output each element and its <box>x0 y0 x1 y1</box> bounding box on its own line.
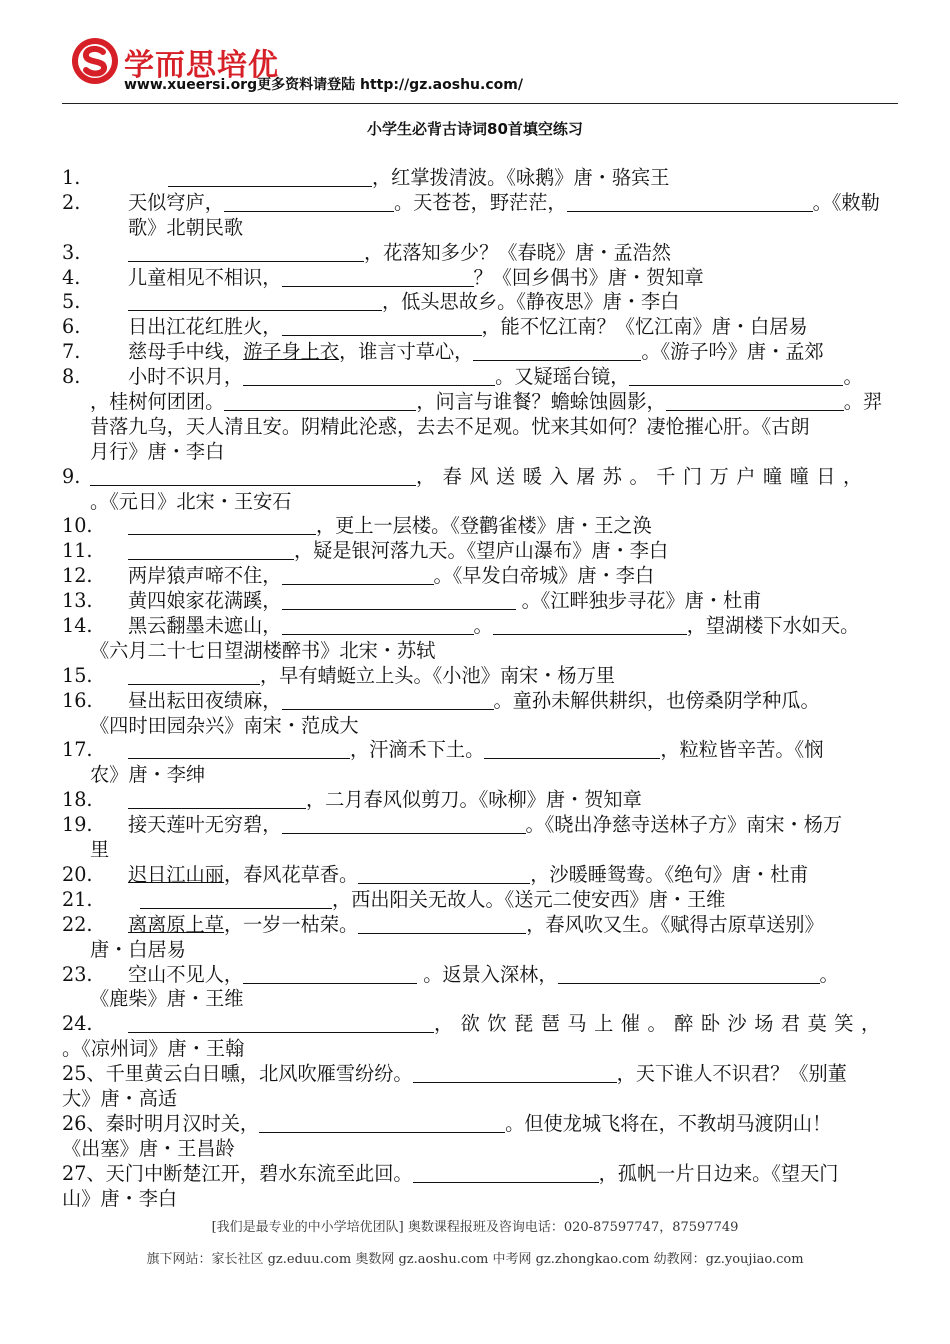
item-text: 。《游子吟》唐・孟郊 <box>641 340 824 364</box>
item-number: 1. <box>62 166 81 189</box>
item-text: 。童孙未解供耕织，也傍桑阴学种瓜。 <box>493 688 820 712</box>
item-text: 。又疑瑶台镜， <box>495 365 630 389</box>
item-text: 昼出耘田夜绩麻， <box>128 688 282 712</box>
item-14 <box>62 614 898 639</box>
item-14-continued <box>62 639 898 664</box>
item-19-continued <box>62 838 898 863</box>
item-text: 月行》唐・李白 <box>90 439 225 463</box>
item-1 <box>62 166 898 191</box>
item-text: 歌》北朝民歌 <box>128 215 244 239</box>
item-2-continued <box>62 216 898 241</box>
item-text: 日出江花红胜火， <box>128 315 282 339</box>
answer-blank[interactable] <box>243 964 417 984</box>
footer-contact: [我们是最专业的中小学培优团队] 奥数课程报班及咨询电话：020-87597747，87597749 <box>211 1220 739 1235</box>
item-7 <box>62 340 898 365</box>
answer-blank[interactable] <box>282 814 526 834</box>
item-text: ，沙暖睡鸳鸯。《绝句》唐・杜甫 <box>530 862 809 886</box>
item-number: 24. <box>62 1012 93 1036</box>
item-text: ，红掌拨清波。《咏鹅》唐・骆宾王 <box>372 166 670 189</box>
answer-blank[interactable] <box>567 192 813 212</box>
item-number: 25、 <box>62 1062 106 1086</box>
item-22 <box>62 913 898 938</box>
item-text: 。《晓出净慈寺送林子方》南宋・杨万 <box>525 813 843 837</box>
page-header <box>62 34 902 104</box>
item-5 <box>62 290 898 315</box>
item-text: ？《回乡偶书》唐・贺知章 <box>473 265 704 289</box>
item-text: ，粒粒皆辛苦。《悯 <box>660 738 824 762</box>
answer-blank[interactable] <box>128 242 364 262</box>
item-18 <box>62 788 898 813</box>
item-text: 秦时明月汉时关， <box>105 1111 260 1135</box>
item-number: 14. <box>62 614 93 638</box>
item-26 <box>62 1112 898 1137</box>
header-divider <box>62 103 898 104</box>
item-number: 20. <box>62 862 93 886</box>
answer-blank[interactable] <box>493 615 687 635</box>
item-text: ，桂树何团团。 <box>90 390 225 414</box>
item-2 <box>62 191 898 216</box>
answer-blank[interactable] <box>128 665 260 685</box>
item-text: ，欲饮琵琶马上催。醉卧沙场君莫笑， <box>434 1012 888 1036</box>
item-23 <box>62 963 898 988</box>
item-text: ，望湖楼下水如天。 <box>686 614 860 638</box>
item-text: 《鹿柴》唐・王维 <box>90 987 244 1011</box>
item-number: 19. <box>62 813 93 837</box>
answer-blank[interactable] <box>282 690 494 710</box>
document-title: 小学生必背古诗词80首填空练习 <box>367 120 583 138</box>
item-9 <box>62 465 898 490</box>
answer-blank[interactable] <box>473 341 641 361</box>
item-number: 7. <box>62 340 81 364</box>
item-text: 两岸猿声啼不住， <box>128 564 282 588</box>
item-11 <box>62 539 898 564</box>
item-22-continued <box>62 938 898 963</box>
item-number: 11. <box>62 539 93 563</box>
item-text: ，孤帆一片日边来。《望天门 <box>598 1161 839 1185</box>
item-text: 黑云翻墨未遮山， <box>128 614 282 638</box>
answer-blank[interactable] <box>128 1013 434 1033</box>
item-number: 22. <box>62 912 93 936</box>
answer-blank[interactable] <box>629 366 843 386</box>
item-text: 《六月二十七日望湖楼醉书》北宋・苏轼 <box>90 638 436 662</box>
item-text: 黄四娘家花满蹊， <box>128 589 282 613</box>
item-number: 15. <box>62 663 93 687</box>
item-13 <box>62 589 898 614</box>
item-text: 。天苍苍，野茫茫， <box>393 190 567 214</box>
item-number: 2. <box>62 190 81 214</box>
answer-blank[interactable] <box>282 565 434 585</box>
item-6 <box>62 315 898 340</box>
answer-blank[interactable] <box>128 291 382 311</box>
answer-blank[interactable] <box>243 366 495 386</box>
answer-blank[interactable] <box>128 739 350 759</box>
item-16 <box>62 689 898 714</box>
item-24-continued <box>62 1037 898 1062</box>
item-12 <box>62 564 898 589</box>
underlined-text: 迟日江山丽 <box>128 862 224 886</box>
answer-blank[interactable] <box>224 391 416 411</box>
item-number: 23. <box>62 962 93 986</box>
item-text: 千里黄云白日曛，北风吹雁雪纷纷。 <box>105 1062 413 1086</box>
item-text: ，天下谁人不识君？《别董 <box>616 1062 847 1086</box>
item-8-line-3 <box>62 415 898 440</box>
answer-blank[interactable] <box>259 1113 505 1133</box>
item-15 <box>62 664 898 689</box>
underlined-text: 游子身上衣 <box>243 340 340 364</box>
underlined-text: 离离原上草 <box>128 912 224 936</box>
item-text: 。《敕勒 <box>812 190 880 214</box>
item-17-continued <box>62 763 898 788</box>
item-4 <box>62 266 898 291</box>
exercise-list <box>62 166 898 1211</box>
item-text: 。羿 <box>843 390 883 414</box>
answer-blank[interactable] <box>413 1063 617 1083</box>
item-text: ，二月春风似剪刀。《咏柳》唐・贺知章 <box>306 788 642 812</box>
answer-blank[interactable] <box>484 739 660 759</box>
item-text: 昔落九乌，天人清且安。阴精此沦惑，去去不足观。忧来其如何？凄怆摧心肝。《古朗 <box>90 414 810 438</box>
item-26-continued <box>62 1137 898 1162</box>
item-8 <box>62 365 898 390</box>
item-number: 18. <box>62 788 93 812</box>
item-text: ，能不忆江南？《忆江南》唐・白居易 <box>481 315 808 339</box>
item-number: 21. <box>62 887 93 911</box>
answer-blank[interactable] <box>128 515 316 535</box>
item-25-continued <box>62 1087 898 1112</box>
item-text: ，春风送暖入屠苏。千门万户曈曈日， <box>416 464 870 488</box>
item-text: 大》唐・高适 <box>62 1086 178 1110</box>
item-number: 10. <box>62 514 93 538</box>
item-text: 天似穹庐， <box>128 190 224 214</box>
answer-blank[interactable] <box>558 964 820 984</box>
answer-blank[interactable] <box>413 1163 599 1183</box>
footer-sites: 旗下网站：家长社区 gz.eduu.com 奥数网 gz.aoshu.com 中考网 gz.zhongkao.com 幼教网：gz.youjiao.com <box>146 1252 804 1267</box>
answer-blank[interactable] <box>128 789 306 809</box>
item-text: ，一岁一枯荣。 <box>223 912 359 936</box>
answer-blank[interactable] <box>358 914 526 934</box>
item-text: 山》唐・李白 <box>62 1186 178 1210</box>
item-text: 儿童相见不相识， <box>128 265 282 289</box>
answer-blank[interactable] <box>90 466 416 486</box>
item-number: 17. <box>62 738 93 762</box>
item-text: 。《凉州词》唐・王翰 <box>62 1037 245 1061</box>
answer-blank[interactable] <box>282 267 474 287</box>
item-text: 。 <box>843 365 863 389</box>
item-text: 。《早发白帝城》唐・李白 <box>433 564 655 588</box>
item-text: 。《江畔独步寻花》唐・杜甫 <box>515 589 762 613</box>
item-8-line-4 <box>62 440 898 465</box>
item-24 <box>62 1012 898 1037</box>
item-text: ，问言与谁餐？蟾蜍蚀圆影， <box>416 390 666 414</box>
item-text: ，早有蜻蜓立上头。《小池》南宋・杨万里 <box>260 663 615 687</box>
answer-blank[interactable] <box>128 540 294 560</box>
item-number: 8. <box>62 365 81 389</box>
item-number: 5. <box>62 290 81 314</box>
answer-blank[interactable] <box>282 615 474 635</box>
item-9-continued <box>62 490 898 515</box>
item-text: 。 <box>819 962 839 986</box>
item-17 <box>62 738 898 763</box>
item-text: 天门中断楚江开，碧水东流至此回。 <box>105 1161 413 1185</box>
site-links: www.xueersi.org更多资料请登陆 http://gz.aoshu.com/ <box>124 77 523 93</box>
item-20 <box>62 863 898 888</box>
item-number: 9. <box>62 464 81 488</box>
item-number: 26、 <box>62 1111 106 1135</box>
item-19 <box>62 813 898 838</box>
item-text: ，春风花草香。 <box>223 862 359 886</box>
item-text: 农》唐・李绅 <box>90 763 206 787</box>
item-text: 《四时田园杂兴》南宋・范成大 <box>90 713 359 737</box>
item-text: ，春风吹又生。《赋得古原草送别》 <box>526 912 824 936</box>
item-text: 里 <box>90 838 110 862</box>
item-text: 接天莲叶无穷碧， <box>128 813 282 837</box>
answer-blank[interactable] <box>282 316 482 336</box>
xueersi-logo-icon <box>70 36 120 86</box>
answer-blank[interactable] <box>358 864 530 884</box>
item-27-continued <box>62 1187 898 1212</box>
item-text: 。返景入深林， <box>417 962 558 986</box>
item-text: 唐・白居易 <box>90 937 186 961</box>
item-number: 13. <box>62 589 93 613</box>
item-text: 。 <box>473 614 493 638</box>
item-number: 16. <box>62 688 93 712</box>
item-8-line-2 <box>62 390 898 415</box>
item-16-continued <box>62 714 898 739</box>
item-25 <box>62 1062 898 1087</box>
item-text: 。但使龙城飞将在，不教胡马渡阴山！ <box>505 1111 832 1135</box>
item-text: ，疑是银河落九天。《望庐山瀑布》唐・李白 <box>294 539 669 563</box>
item-text: 空山不见人， <box>128 962 244 986</box>
item-number: 27、 <box>62 1161 106 1185</box>
item-text: 。《元日》北宋・王安石 <box>90 489 292 513</box>
brand-name: 学而思培优 <box>124 48 279 83</box>
answer-blank[interactable] <box>282 590 516 610</box>
item-21 <box>62 888 898 913</box>
item-text: ，更上一层楼。《登鹳雀楼》唐・王之涣 <box>316 514 652 538</box>
item-text: ，谁言寸草心， <box>339 340 474 364</box>
item-text: ，花落知多少？《春晓》唐・孟浩然 <box>364 240 671 264</box>
item-number: 4. <box>62 265 81 289</box>
item-3 <box>62 241 898 266</box>
item-text: ，汗滴禾下土。 <box>350 738 485 762</box>
item-text: 《出塞》唐・王昌龄 <box>62 1136 235 1160</box>
item-23-continued <box>62 987 898 1012</box>
item-text: 慈母手中线， <box>128 340 244 364</box>
item-27 <box>62 1162 898 1187</box>
item-number: 3. <box>62 240 81 264</box>
answer-blank[interactable] <box>666 391 844 411</box>
item-number: 12. <box>62 564 93 588</box>
answer-blank[interactable] <box>140 889 332 909</box>
answer-blank[interactable] <box>224 192 394 212</box>
item-text: ，西出阳关无故人。《送元二使安西》唐・王维 <box>332 887 726 911</box>
item-number: 6. <box>62 315 81 339</box>
item-text: 小时不识月， <box>128 365 244 389</box>
answer-blank[interactable] <box>168 167 372 187</box>
item-text: ，低头思故乡。《静夜思》唐・李白 <box>382 290 680 314</box>
item-10 <box>62 514 898 539</box>
